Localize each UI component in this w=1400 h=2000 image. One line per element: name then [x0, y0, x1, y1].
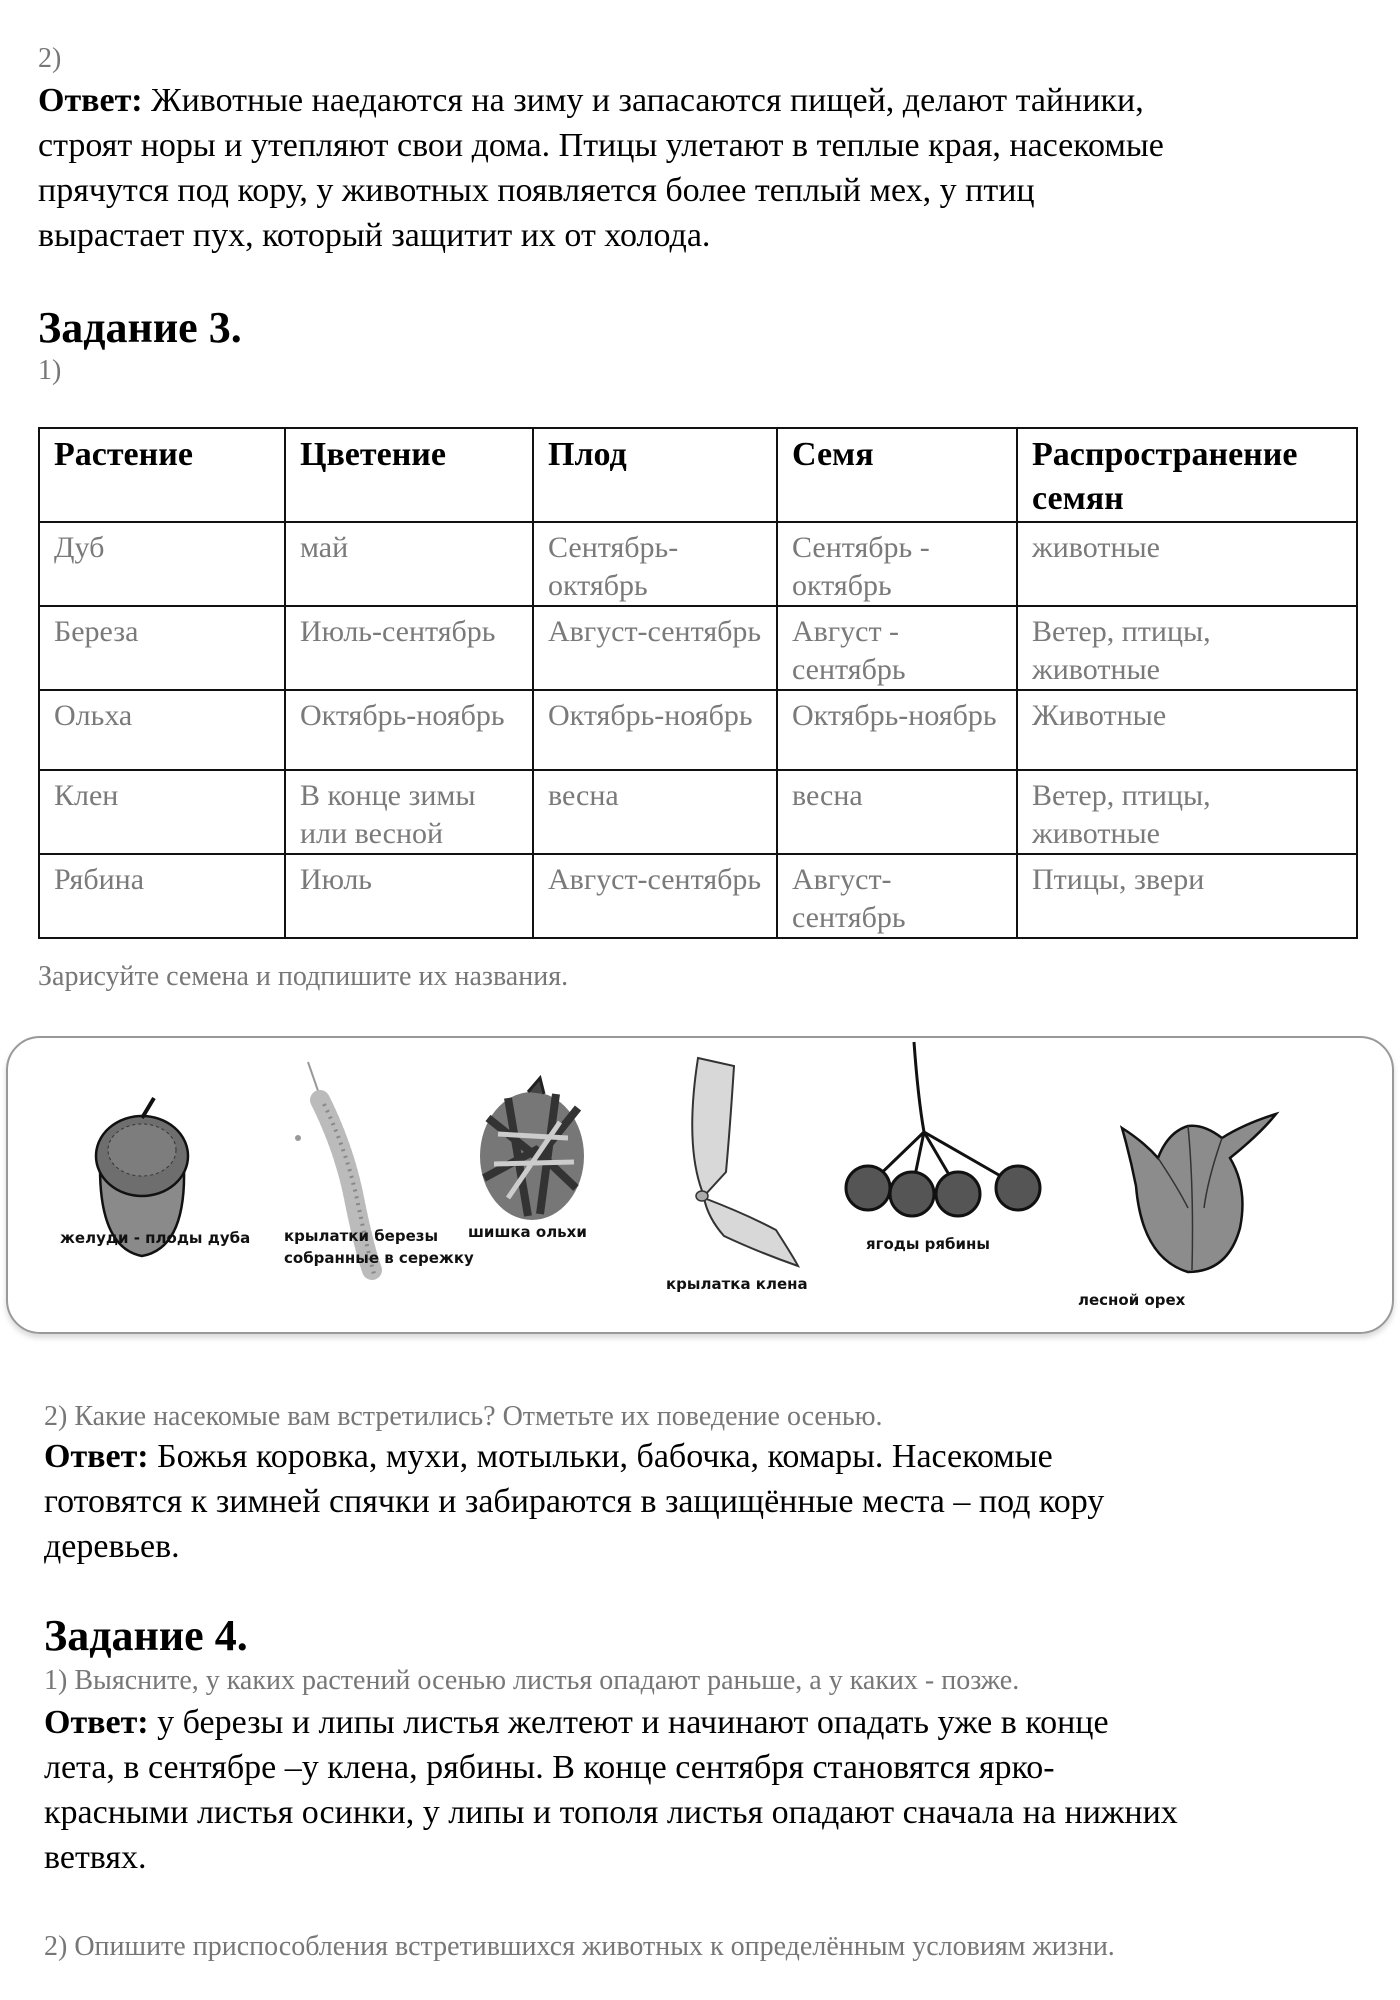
seeds-illustration-panel [6, 1036, 1394, 1334]
table-cell: Дуб [39, 522, 285, 606]
answer-paragraph [38, 78, 1378, 258]
task3-part1-number: 1) [38, 355, 62, 386]
alder-cone-icon [480, 1078, 584, 1220]
table-cell: Птицы, звери [1017, 854, 1357, 938]
answer-label: Ответ: [44, 1704, 149, 1741]
caption-hazel: лесной орех [1078, 1291, 1186, 1309]
table-row [39, 606, 1357, 690]
header-flowering: Цветение [285, 428, 533, 522]
answer-line: деревьев. [44, 1528, 180, 1565]
header-plant: Растение [39, 428, 285, 522]
task3-part2-answer [44, 1434, 1384, 1569]
table-cell: Июль-сентябрь [285, 606, 533, 690]
task3-heading: Задание 3. [38, 303, 242, 352]
hazelnut-icon [1122, 1114, 1276, 1272]
table-cell: Береза [39, 606, 285, 690]
task4-heading: Задание 4. [44, 1611, 248, 1660]
table-cell: Сентябрь - октябрь [777, 522, 1017, 606]
answer-label: Ответ: [44, 1438, 149, 1475]
answer-line: у березы и липы листья желтеют и начинают опадать уже в конце [157, 1704, 1109, 1741]
table-cell: Ольха [39, 690, 285, 770]
table-cell: Август-сентябрь [533, 606, 777, 690]
table-cell: Сентябрь-октябрь [533, 522, 777, 606]
caption-birch-line2: собранные в сережку [284, 1249, 474, 1267]
answer-line: Животные наедаются на зиму и запасаются пищей, делают тайники, [151, 82, 1144, 119]
caption-maple: крылатка клена [666, 1275, 808, 1293]
answer-line: ветвях. [44, 1839, 147, 1876]
plants-table [38, 427, 1358, 939]
caption-rowan: ягоды рябины [866, 1235, 990, 1253]
table-cell: животные [1017, 522, 1357, 606]
answer-line: готовятся к зимней спячки и забираются в защищённые места – под кору [44, 1483, 1105, 1520]
table-row [39, 854, 1357, 938]
answer-line: лета, в сентябре –у клена, рябины. В конце сентября становятся ярко- [44, 1749, 1055, 1786]
maple-samara-icon [692, 1058, 798, 1266]
task4-part1-answer [44, 1700, 1384, 1880]
table-header-row [39, 428, 1357, 522]
rowan-berries-icon [846, 1042, 1040, 1216]
table-cell: Ветер, птицы, животные [1017, 770, 1357, 854]
table-cell: Октябрь-ноябрь [285, 690, 533, 770]
table-cell: Август-сентябрь [777, 854, 1017, 938]
answer-line: Божья коровка, мухи, мотыльки, бабочка, комары. Насекомые [157, 1438, 1053, 1475]
caption-birch-line1: крылатки березы [284, 1227, 439, 1245]
table-row [39, 522, 1357, 606]
answer-label: Ответ: [38, 82, 143, 119]
task4-part1-question: 1) Выясните, у каких растений осенью листья опадают раньше, а у каких - позже. [44, 1665, 1020, 1696]
header-dispersal: Распространение семян [1017, 428, 1357, 522]
table-cell: май [285, 522, 533, 606]
table-cell: весна [533, 770, 777, 854]
answer-line: вырастает пух, который защитит их от холода. [38, 217, 711, 254]
table-cell: Клен [39, 770, 285, 854]
table-cell: Август - сентябрь [777, 606, 1017, 690]
draw-instruction: Зарисуйте семена и подпишите их названия. [38, 961, 569, 992]
table-row [39, 770, 1357, 854]
table-cell: Июль [285, 854, 533, 938]
table-cell: Октябрь-ноябрь [533, 690, 777, 770]
task3-part2-question: 2) Какие насекомые вам встретились? Отметьте их поведение осенью. [44, 1401, 883, 1432]
answer-line: прячутся под кору, у животных появляется более теплый мех, у птиц [38, 172, 1035, 209]
caption-acorn: желуди - плоды дуба [60, 1229, 251, 1247]
table-cell: весна [777, 770, 1017, 854]
answer-line: красными листья осинки, у липы и тополя листья опадают сначала на нижних [44, 1794, 1178, 1831]
table-cell: В конце зимы или весной [285, 770, 533, 854]
caption-alder: шишка ольхи [468, 1223, 587, 1241]
table-cell: Животные [1017, 690, 1357, 770]
header-seed: Семя [777, 428, 1017, 522]
table-cell: Рябина [39, 854, 285, 938]
answer-line: строят норы и утепляют свои дома. Птицы улетают в теплые края, насекомые [38, 127, 1164, 164]
table-row [39, 690, 1357, 770]
header-fruit: Плод [533, 428, 777, 522]
table-cell: Август-сентябрь [533, 854, 777, 938]
section-number: 2) [38, 43, 62, 74]
table-cell: Ветер, птицы, животные [1017, 606, 1357, 690]
table-cell: Октябрь-ноябрь [777, 690, 1017, 770]
task4-part2-question: 2) Опишите приспособления встретившихся животных к определённым условиям жизни. [44, 1931, 1115, 1962]
